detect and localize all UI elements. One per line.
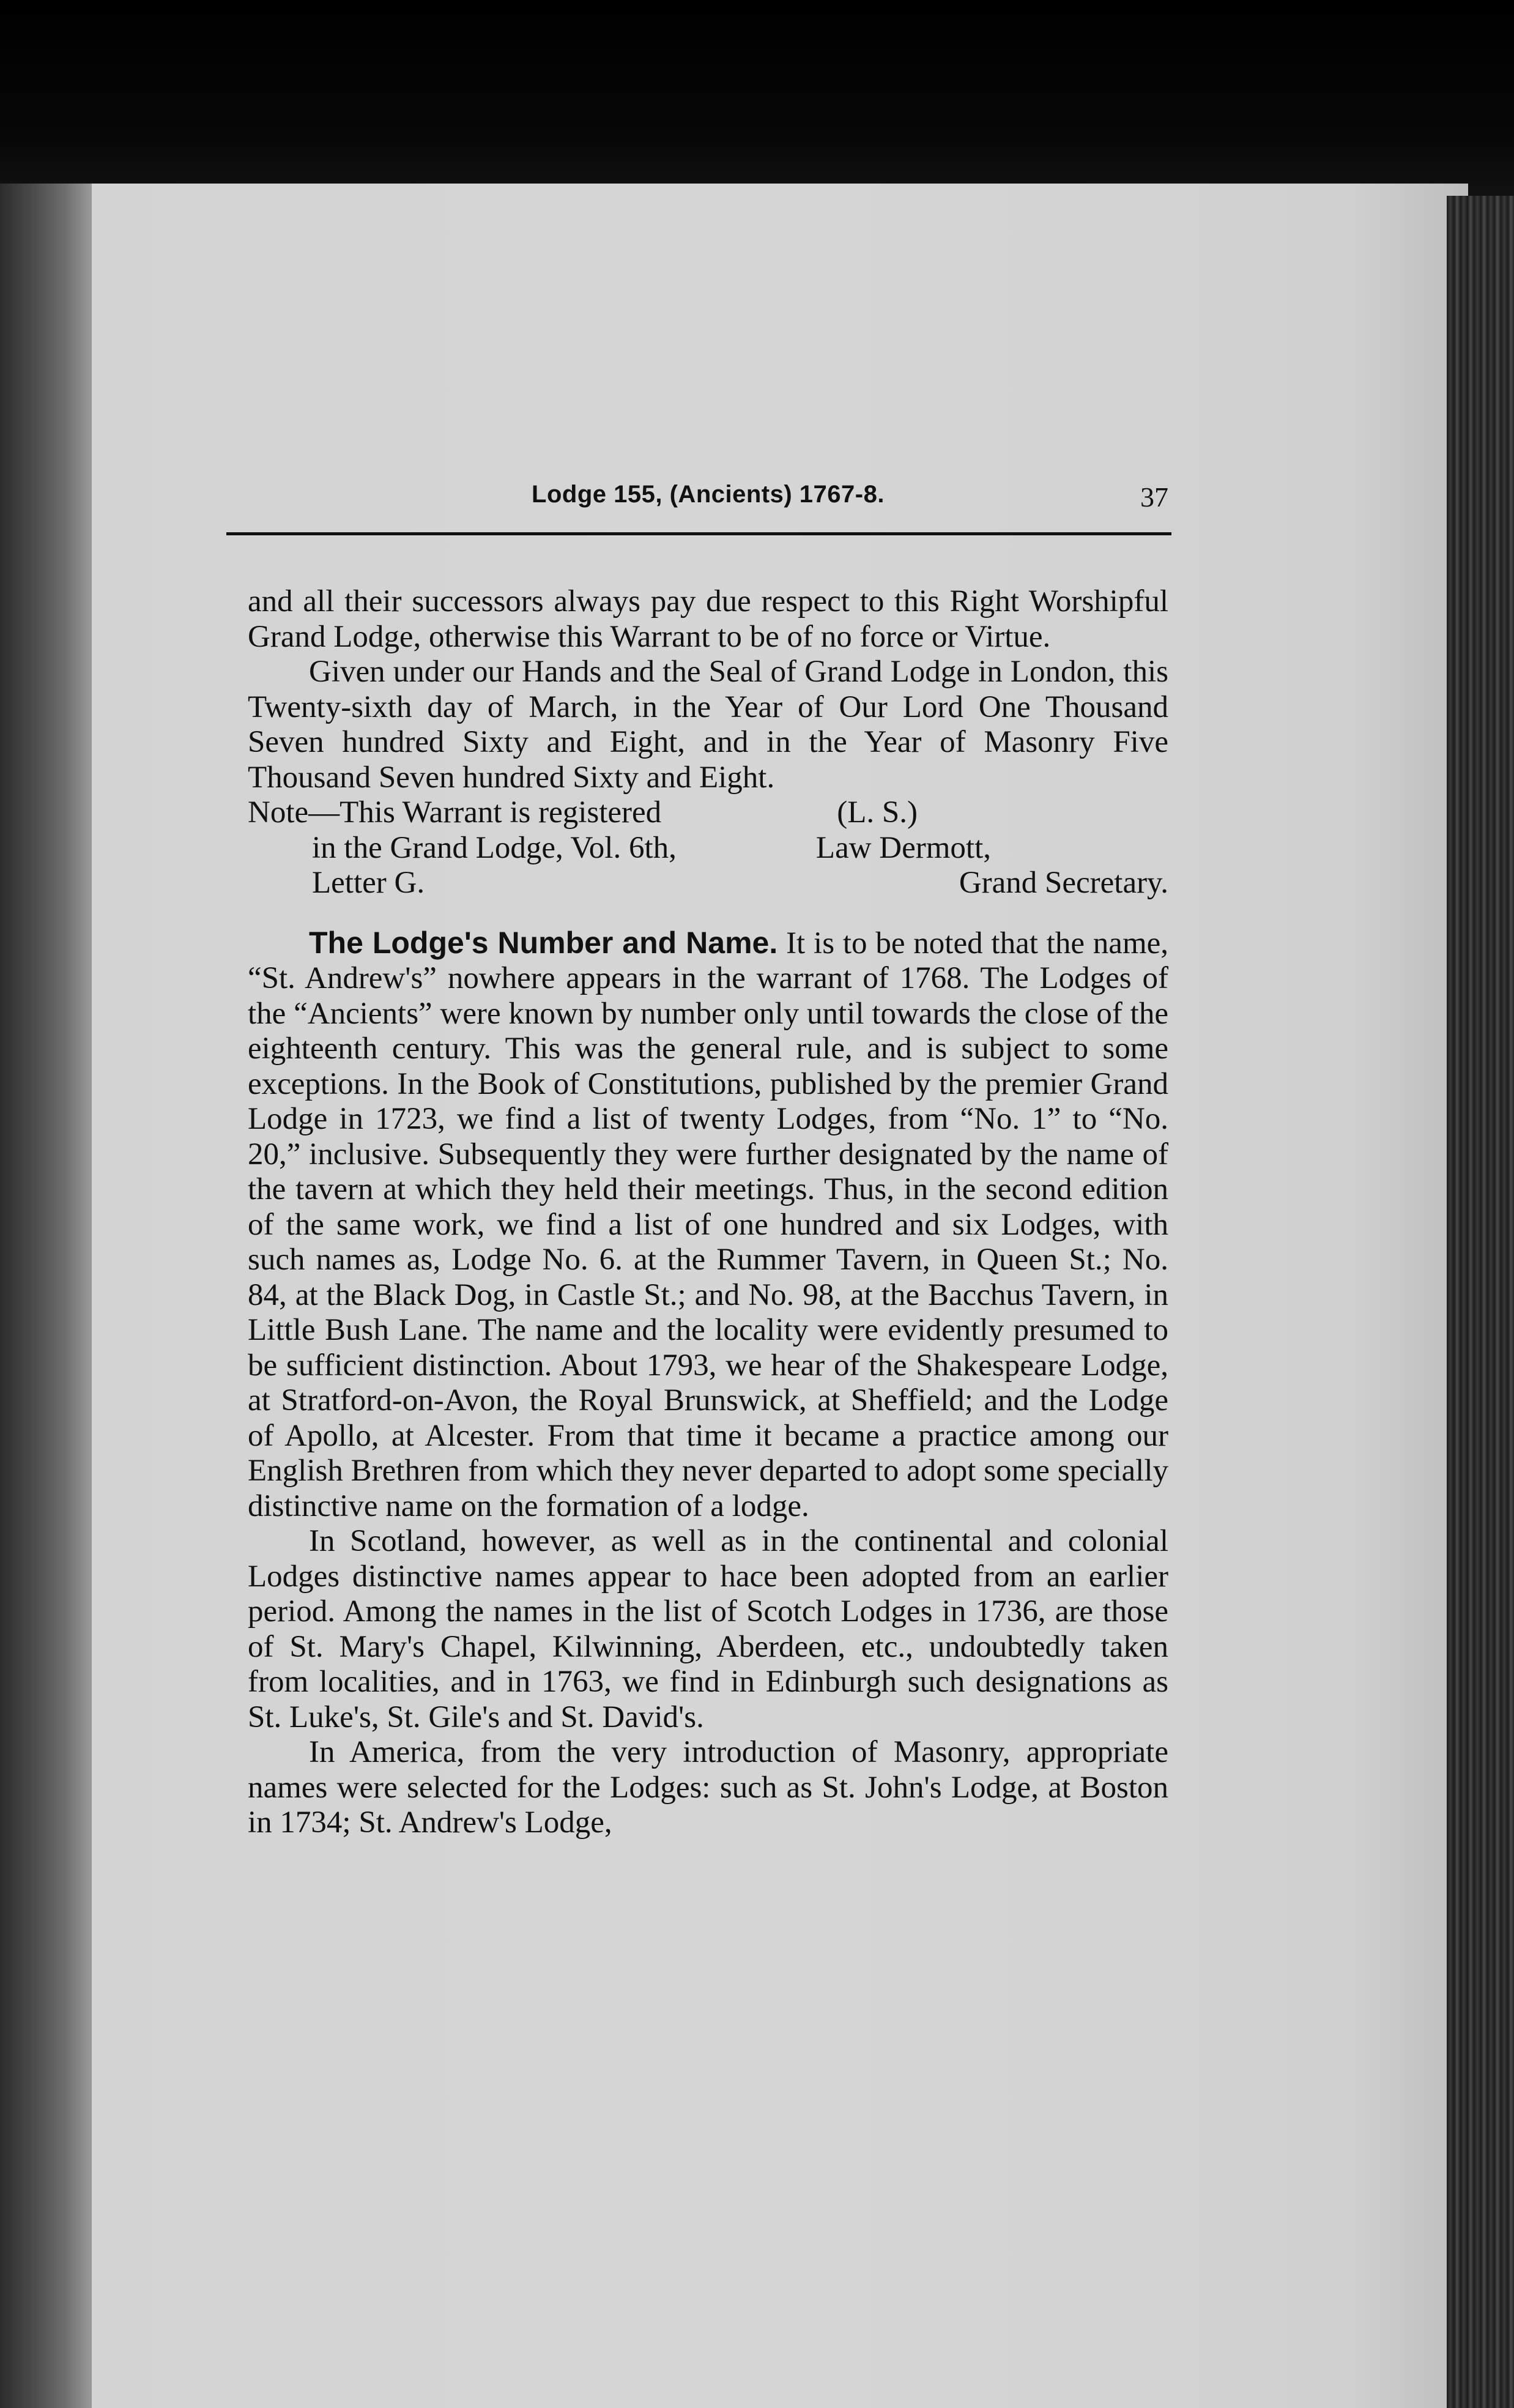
note-line-2 xyxy=(248,831,1168,866)
body-text xyxy=(248,584,1168,1841)
note-letter-text: Letter G. xyxy=(312,866,425,900)
warrant-given-paragraph: Given under our Hands and the Seal of Grand Lodge in London, this Twenty-sixth day of March, in the Year of Our Lord One Thousand Seven hundred Sixty and Eight, and in the Year of Masonry Five Thousand Seven hundred Sixty and Eight. xyxy=(248,655,1168,795)
section-heading: The Lodge's Number and Name. xyxy=(309,925,778,960)
signer-name: Law Dermott, xyxy=(815,830,991,865)
section-paragraph-1-text: It is to be noted that the name, “St. Andrew's” nowhere appears in the warrant of 1768. The Lodges of the “Ancients” were known by number only until towards the close of the eighteenth century. This was the general rule, and is subject to some exceptions. In the Book of Constitutions, published by the premier Grand Lodge in 1723, we find a list of twenty Lodges, from “No. 1” to “No. 20,” inclusive. Subsequently they were further designated by the name of the tavern at which they held their meetings. Thus, in the second edition of the same work, we find a list of one hundred and six Lodges, with such names as, Lodge No. 6. at the Rummer Tavern, in Queen St.; No. 84, at the Black Dog, in Castle St.; and No. 98, at the Bacchus Tavern, in Little Bush Lane. The name and the locality were evidently presumed to be sufficient distinction. About 1793, we hear of the Shakespeare Lodge, at Stratford-on-Avon, the Royal Brunswick, at Sheffield; and the Lodge of Apollo, at Alcester. From that time it became a practice among our English Brethren from which they never departed to adopt some specially distinctive name on the formation of a lodge. xyxy=(248,926,1169,1523)
section-paragraph-2: In Scotland, however, as well as in the continental and colonial Lodges distinctive names appear to hace been adopted from an earlier period. Among the names in the list of Scotch Lodges in 1736, are those of St. Mary's Chapel, Kilwinning, Aberdeen, etc., undoubtedly taken from localities, and in 1763, we find in Edinburgh such designations as St. Luke's, St. Gile's and St. David's. xyxy=(248,1524,1168,1734)
section-paragraph-3: In America, from the very introduction of Masonry, appropriate names were selected for the Lodges: such as St. John's Lodge, at Boston in 1734; St. Andrew's Lodge, xyxy=(248,1735,1168,1840)
signer-title: Grand Secretary. xyxy=(959,866,1168,900)
page-edges xyxy=(1447,196,1514,2408)
warrant-closing-paragraph: and all their successors always pay due respect to this Right Worshipful Grand Lodge, otherwise this Warrant to be of no force or Virtue. xyxy=(248,584,1168,654)
running-head: Lodge 155, (Ancients) 1767-8. xyxy=(532,481,885,508)
note-register-text: in the Grand Lodge, Vol. 6th, xyxy=(312,830,677,865)
page-number: 37 xyxy=(1140,481,1168,513)
section-spacer xyxy=(248,901,1168,926)
scan-background xyxy=(0,0,1514,196)
note-line-3 xyxy=(248,866,1168,901)
book-spine-shadow xyxy=(0,184,92,2408)
seal-mark: (L. S.) xyxy=(837,795,918,830)
note-text: Note—This Warrant is registered xyxy=(248,795,662,830)
note-line-1 xyxy=(248,795,1168,831)
page-header xyxy=(248,481,1168,518)
section-paragraph-1 xyxy=(248,926,1168,1525)
header-rule xyxy=(226,532,1171,535)
